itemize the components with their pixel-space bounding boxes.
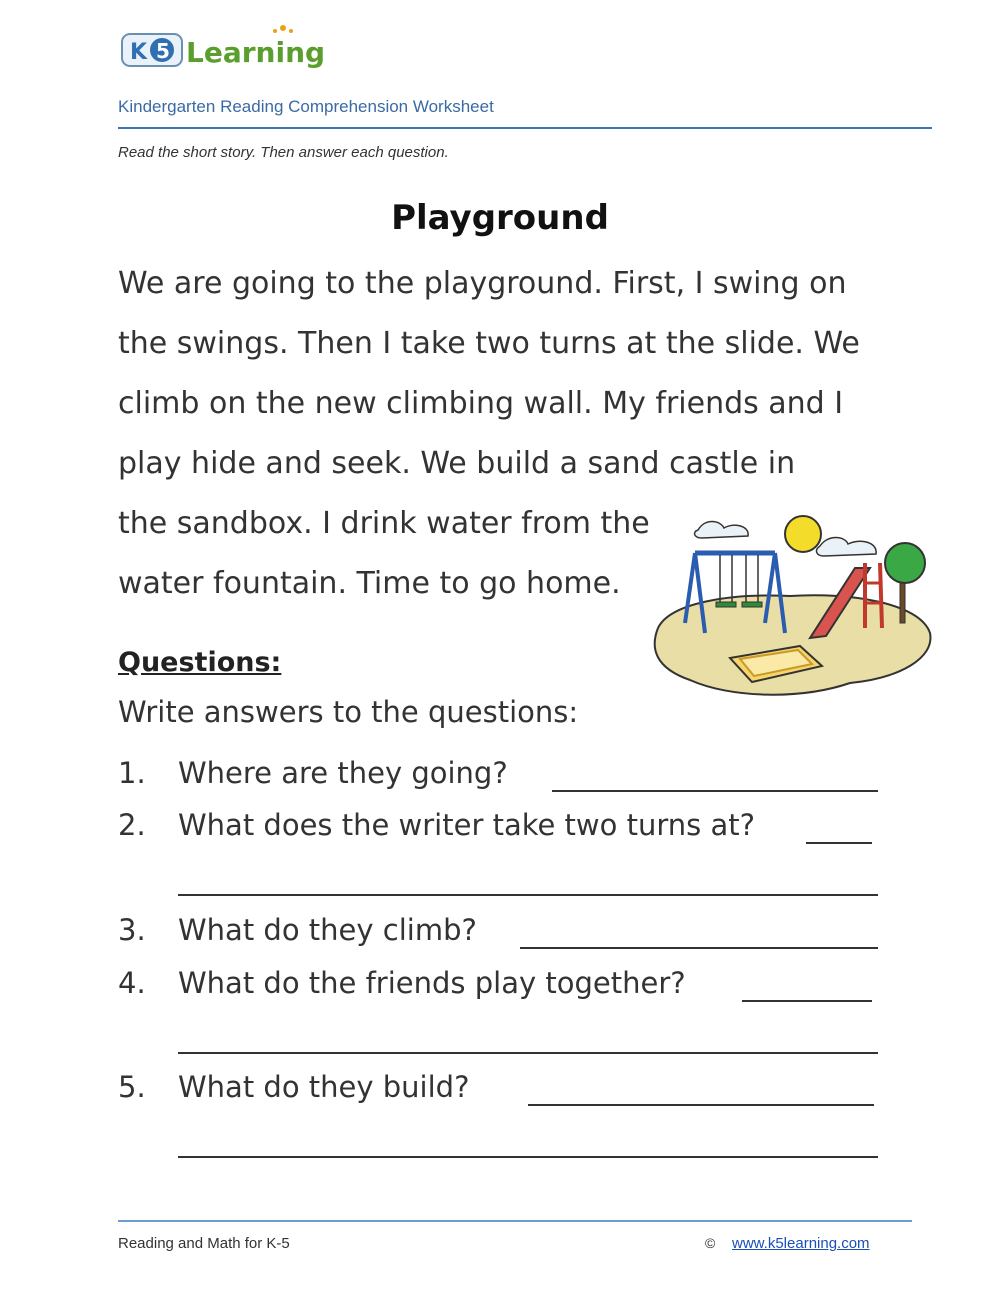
story-line: the sandbox. I drink water from the bbox=[118, 506, 650, 541]
question-number: 5. bbox=[118, 1070, 146, 1104]
k5-learning-logo bbox=[120, 22, 335, 74]
questions-prompt: Write answers to the questions: bbox=[118, 695, 579, 729]
story-line: water fountain. Time to go home. bbox=[118, 566, 621, 601]
story-line: climb on the new climbing wall. My friends and I bbox=[118, 386, 844, 421]
story-line: the swings. Then I take two turns at the slide. We bbox=[118, 326, 860, 361]
footer-rule bbox=[118, 1220, 912, 1222]
story-title: Playground bbox=[391, 198, 609, 238]
question-text: What do the friends play together? bbox=[178, 966, 686, 1000]
instructions: Read the short story. Then answer each question. bbox=[118, 144, 449, 161]
answer-line[interactable] bbox=[178, 1052, 878, 1054]
playground-illustration bbox=[650, 508, 935, 708]
question-number: 4. bbox=[118, 966, 146, 1000]
svg-text:Learning: Learning bbox=[186, 36, 326, 69]
question-number: 3. bbox=[118, 913, 146, 947]
answer-line[interactable] bbox=[178, 1156, 878, 1158]
question-text: What do they build? bbox=[178, 1070, 470, 1104]
footer-tagline: Reading and Math for K-5 bbox=[118, 1235, 290, 1252]
answer-line[interactable] bbox=[742, 1000, 872, 1002]
answer-line[interactable] bbox=[806, 842, 872, 844]
answer-line[interactable] bbox=[178, 894, 878, 896]
header-rule bbox=[118, 127, 932, 129]
story-line: play hide and seek. We build a sand castle in bbox=[118, 446, 796, 481]
answer-line[interactable] bbox=[520, 947, 878, 949]
question-text: Where are they going? bbox=[178, 756, 508, 790]
svg-text:K: K bbox=[130, 40, 148, 65]
worksheet-type: Kindergarten Reading Comprehension Worksheet bbox=[118, 97, 494, 116]
question-number: 2. bbox=[118, 808, 146, 842]
answer-line[interactable] bbox=[528, 1104, 874, 1106]
copyright-symbol: © bbox=[705, 1235, 716, 1251]
answer-line[interactable] bbox=[552, 790, 878, 792]
svg-text:5: 5 bbox=[156, 39, 170, 63]
question-text: What does the writer take two turns at? bbox=[178, 808, 756, 842]
story-line: We are going to the playground. First, I swing on bbox=[118, 266, 847, 301]
website-link[interactable]: www.k5learning.com bbox=[732, 1235, 870, 1252]
questions-heading: Questions: bbox=[118, 647, 282, 678]
question-text: What do they climb? bbox=[178, 913, 477, 947]
question-number: 1. bbox=[118, 756, 146, 790]
